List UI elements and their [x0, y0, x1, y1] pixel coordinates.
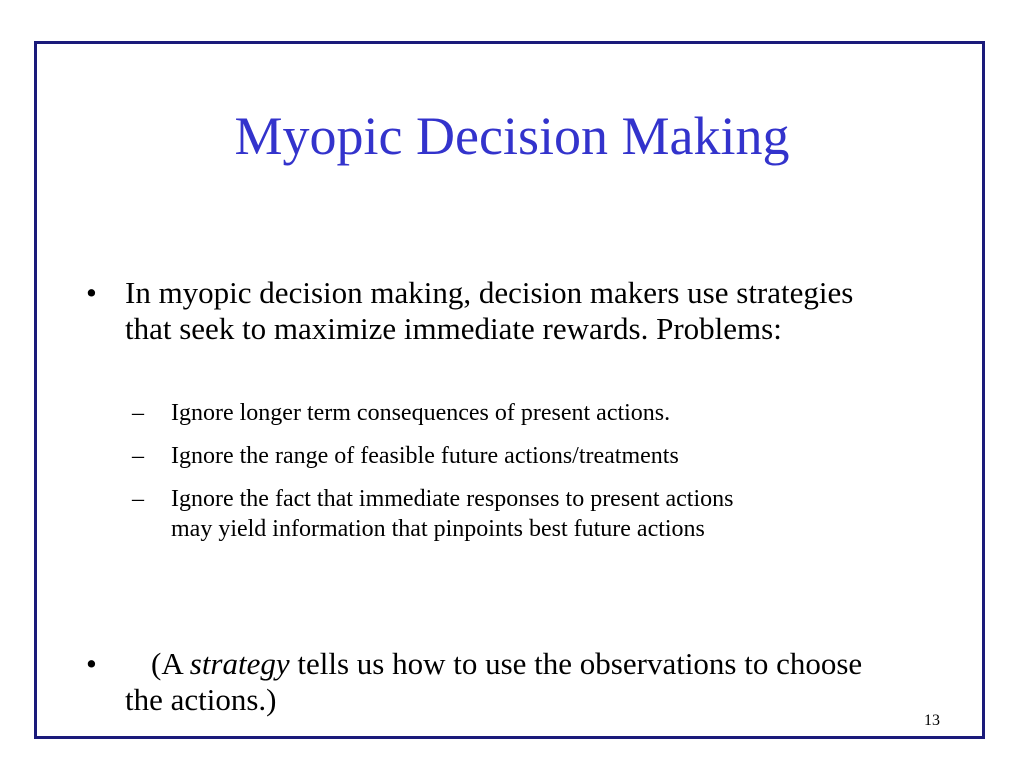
sub-bullet-marker: –	[132, 443, 144, 469]
sub-bullet-text	[171, 398, 670, 428]
bullet-marker: •	[86, 275, 97, 310]
bullet-line: the actions.)	[125, 682, 277, 717]
sub-bullet-line: may yield information that pinpoints best future actions	[171, 516, 705, 542]
sub-bullet-marker: –	[132, 400, 144, 426]
bullet-marker: •	[86, 646, 97, 681]
sub-bullet-text	[171, 441, 679, 471]
bullet-text	[125, 275, 853, 347]
bullet-line: that seek to maximize immediate rewards. Problems:	[125, 311, 782, 346]
bullet-prefix: (A	[151, 646, 190, 681]
sub-bullet-marker: –	[132, 486, 144, 512]
bullet-text	[125, 646, 862, 718]
sub-bullet-line: Ignore the range of feasible future actions/treatments	[171, 443, 679, 469]
bullet-line: In myopic decision making, decision makers use strategies	[125, 275, 854, 310]
sub-bullet-line: Ignore longer term consequences of present actions.	[171, 400, 671, 426]
slide-title: Myopic Decision Making	[234, 106, 790, 166]
bullet-line	[125, 646, 862, 682]
bullet-suffix: tells us how to use the observations to choose	[289, 646, 863, 681]
page-number: 13	[924, 712, 940, 729]
sub-bullet-line: Ignore the fact that immediate responses to present actions	[171, 486, 734, 512]
emphasized-term: strategy	[189, 646, 290, 681]
sub-bullet-text	[171, 484, 733, 544]
